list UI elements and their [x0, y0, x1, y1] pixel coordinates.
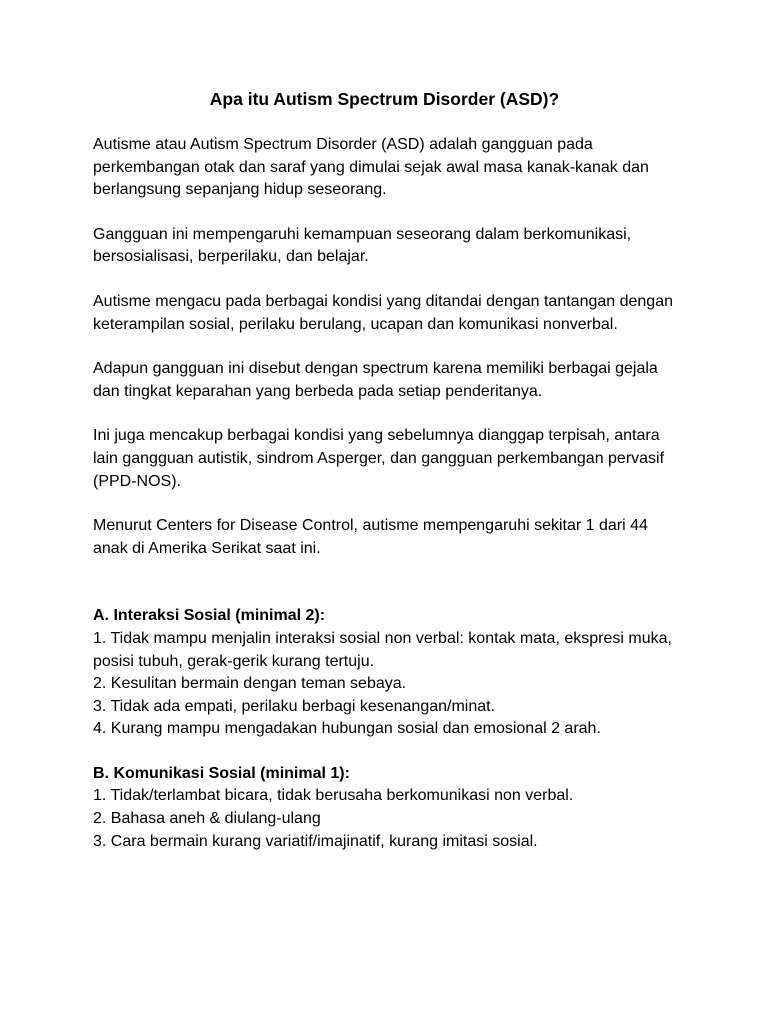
- paragraph-prevalence: Menurut Centers for Disease Control, autisme mempengaruhi sekitar 1 dari 44 anak di Amerika Serikat saat ini.: [93, 517, 648, 557]
- list-interaksi-sosial: [93, 628, 676, 741]
- list-item: 1. Tidak/terlambat bicara, tidak berusaha berkomunikasi non verbal.: [93, 787, 574, 805]
- section-heading-interaksi-sosial: A. Interaksi Sosial (minimal 2):: [93, 607, 326, 625]
- list-item: 2. Kesulitan bermain dengan teman sebaya.: [93, 675, 407, 693]
- document-title: Apa itu Autism Spectrum Disorder (ASD)?: [209, 89, 560, 109]
- list-item: 1. Tidak mampu menjalin interaksi sosial non verbal: kontak mata, ekspresi muka, posisi tubuh, gerak-gerik kurang tertuju.: [93, 629, 672, 670]
- paragraph-effects: Gangguan ini mempengaruhi kemampuan seseorang dalam berkomunikasi, bersosialisasi, berperilaku, dan belajar.: [93, 225, 632, 266]
- paragraph-definition: Autisme atau Autism Spectrum Disorder (ASD) adalah gangguan pada perkembangan otak dan saraf yang dimulai sejak awal masa kanak-kanak dan berlangsung sepanjang hidup seseorang.: [93, 136, 649, 199]
- list-item: 3. Tidak ada empati, perilaku berbagi kesenangan/minat.: [93, 697, 496, 715]
- list-item: 2. Bahasa aneh & diulang-ulang: [93, 810, 321, 828]
- paragraph-scope: Ini juga mencakup berbagai kondisi yang sebelumnya dianggap terpisah, antara lain gangguan autistik, sindrom Asperger, dan gangguan perkembangan pervasif (PPD-NOS).: [93, 427, 665, 490]
- list-item: 3. Cara bermain kurang variatif/imajinatif, kurang imitasi sosial.: [93, 832, 538, 850]
- list-item: 4. Kurang mampu mengadakan hubungan sosial dan emosional 2 arah.: [93, 720, 601, 738]
- section-heading-komunikasi-sosial: B. Komunikasi Sosial (minimal 1):: [93, 764, 350, 782]
- paragraph-conditions: Autisme mengacu pada berbagai kondisi yang ditandai dengan tantangan dengan keterampilan sosial, perilaku berulang, ucapan dan komunikasi nonverbal.: [93, 292, 673, 333]
- list-komunikasi-sosial: [93, 785, 676, 853]
- paragraph-spectrum: Adapun gangguan ini disebut dengan spectrum karena memiliki berbagai gejala dan tingkat keparahan yang berbeda pada setiap penderitanya.: [93, 360, 658, 400]
